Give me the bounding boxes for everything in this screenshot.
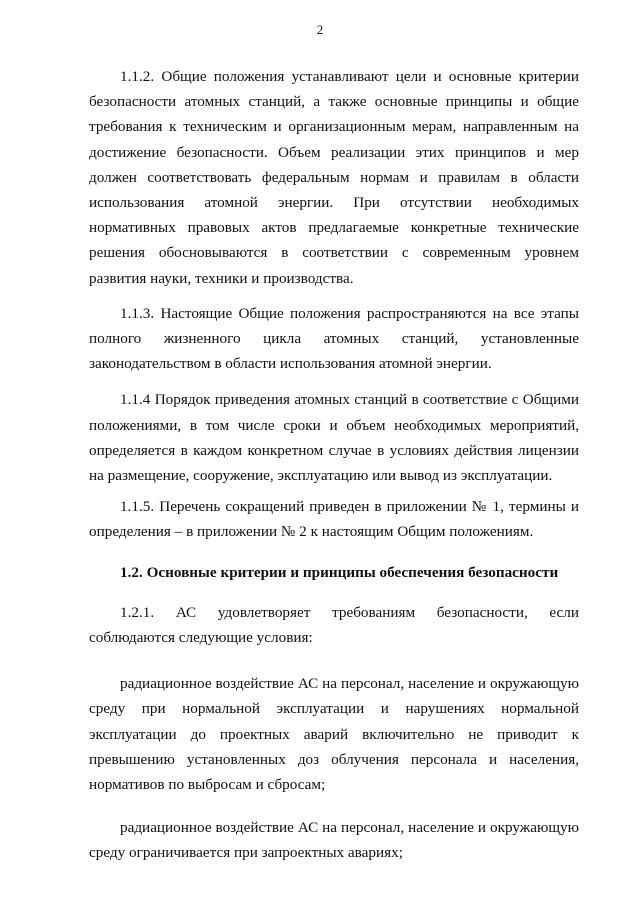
paragraph-1-1-2: 1.1.2. Общие положения устанавливают цели и основные критерии безопасности атомных станций, а также основные принципы и общие требования к техническим и организационным мерам, направленным на достижение безопасности. Объем реализации этих принципов и мер должен соответствовать федеральным нормам и правилам в области использования атомной энергии. При отсутствии необходимых нормативных правовых актов предлагаемые конкретные технические решения обосновываются в соответствии с современным уровнем развития науки, техники и производства. xyxy=(89,68,579,287)
condition-item: радиационное воздействие АС на персонал, население и окружающую среду при нормальной эксплуатации и нарушениях нормальной эксплуатации до проектных аварий включительно не приводит к превышению установленных доз облучения персонала и населения, нормативов по выбросам и сбросам; xyxy=(89,675,579,794)
paragraph-1-1-4: 1.1.4 Порядок приведения атомных станций в соответствие с Общими положениями, в том числе сроки и объем необходимых мероприятий, определяется в каждом конкретном случае в условиях действия лицензии на размещение, сооружение, эксплуатацию или вывод из эксплуатации. xyxy=(89,391,579,485)
condition-item: радиационное воздействие АС на персонал, население и окружающую среду ограничивается при запроектных авариях; xyxy=(89,819,579,862)
page-number: 2 xyxy=(316,22,324,37)
paragraph-1-2-1: 1.2.1. АС удовлетворяет требованиям безопасности, если соблюдаются следующие условия: xyxy=(89,603,579,647)
section-heading: 1.2. Основные критерии и принципы обеспечения безопасности xyxy=(120,563,559,581)
document-body xyxy=(89,64,579,866)
paragraph-1-1-3: 1.1.3. Настоящие Общие положения распространяются на все этапы полного жизненного цикла атомных станций, установленные законодательством в области использования атомной энергии. xyxy=(89,304,579,373)
paragraph-1-1-5: 1.1.5. Перечень сокращений приведен в приложении № 1, термины и определения – в приложении № 2 к настоящим Общим положениям. xyxy=(89,498,579,541)
